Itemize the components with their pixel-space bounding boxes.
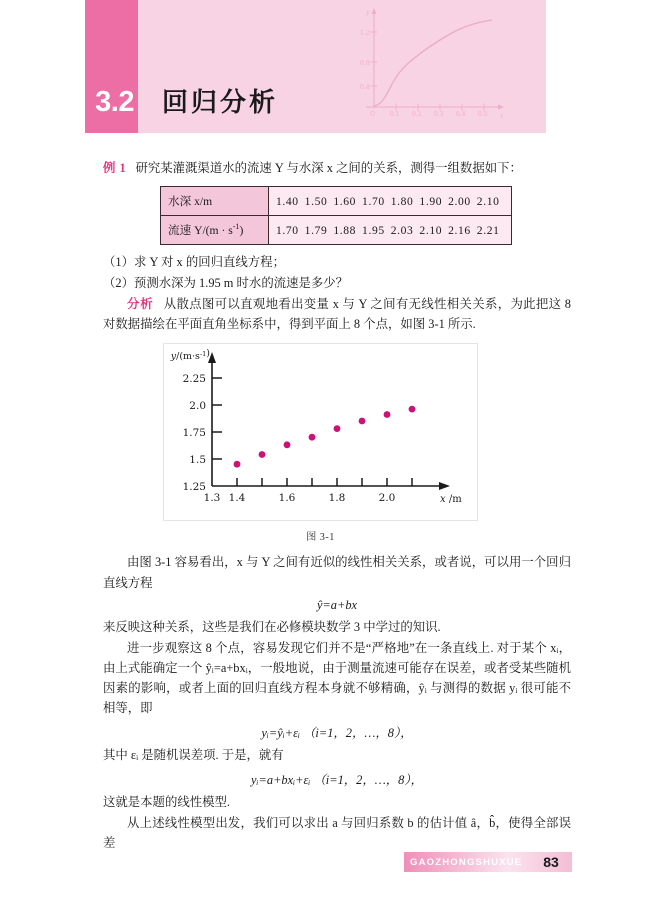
svg-text:1.6: 1.6 (278, 492, 296, 505)
body-paragraph-4: 其中 εᵢ 是随机误差项. 于是，就有 (103, 748, 284, 763)
chapter-title: 回归分析 (162, 88, 279, 118)
row-header-depth: 水深 x/m (161, 187, 269, 216)
svg-text:1.25: 1.25 (182, 481, 206, 494)
formula-residual: yᵢ=ŷᵢ+εᵢ （i=1，2，…，8）， (261, 726, 413, 741)
page-content (103, 158, 571, 855)
header-decoration-curve-chart (352, 4, 512, 124)
body-paragraph-6: 从上述线性模型出发，我们可以求出 a 与回归系数 b 的估计值 â，b̂，使得全部误差 (103, 816, 571, 851)
svg-text:1.75: 1.75 (182, 427, 206, 440)
body-paragraph-3: 进一步观察这 8 个点，容易发现它们并不是“严格地”在一条直线上. 对于某个 xᵢ，由上式能确定一个 ŷᵢ=a+bxᵢ，一般地说，由于测量流速可能存在误差，或者受某些随机因素的影响，或者上面的回归直线方程本身就不够精确，ŷᵢ 与测得的数据 yᵢ 很可能不相等，即 (103, 640, 571, 716)
svg-text:0.8: 0.8 (360, 60, 370, 67)
svg-text:0.4: 0.4 (456, 111, 466, 118)
svg-text:1.8: 1.8 (328, 492, 346, 505)
example-question-2: （2）预测水深为 1.95 m 时水的流速是多少？ (103, 276, 349, 291)
table-row (161, 187, 512, 216)
svg-text:1.2: 1.2 (360, 30, 370, 37)
svg-text:y: y (366, 9, 370, 16)
row-values-depth: 1.40 1.50 1.60 1.70 1.80 1.90 2.00 2.10 (269, 187, 512, 216)
svg-text:x: x (500, 113, 504, 120)
svg-text:0.3: 0.3 (434, 111, 444, 118)
figure-caption: 图 3-1 (306, 532, 335, 544)
page-number: 83 (543, 854, 559, 870)
scatter-figure (163, 343, 478, 521)
velocity-label-exponent: -1 (232, 222, 240, 232)
body-paragraph-2: 来反映这种关系，这些是我们在必修模块数学 3 中学过的知识. (103, 619, 441, 634)
chapter-title-block (138, 0, 546, 133)
velocity-label-close: ) (239, 224, 244, 238)
chapter-header (85, 0, 546, 133)
svg-text:1.5: 1.5 (189, 454, 206, 467)
velocity-label-text: 流速 Y/(m · s (168, 224, 233, 238)
scatter-plot-svg (164, 344, 477, 520)
formula-regression-line: ŷ=a+bx (316, 597, 358, 612)
example-question-1: （1）求 Y 对 x 的回归直线方程； (103, 255, 285, 270)
row-header-velocity (161, 216, 269, 245)
svg-text:2.0: 2.0 (189, 400, 206, 413)
svg-text:O: O (370, 111, 375, 118)
measurement-data-table (160, 186, 512, 245)
body-paragraph-1: 由图 3-1 容易看出，x 与 Y 之间有近似的线性相关关系，或者说，可以用一个回归直线方程 (103, 555, 571, 590)
data-table-wrapper (160, 186, 512, 245)
svg-text:2.25: 2.25 (182, 373, 206, 386)
table-row (161, 216, 512, 245)
svg-text:2.0: 2.0 (378, 492, 396, 505)
svg-text:x /m: x /m (440, 494, 462, 506)
svg-text:1.3: 1.3 (203, 492, 221, 505)
svg-text:1.4: 1.4 (228, 492, 246, 505)
svg-text:0.1: 0.1 (390, 111, 400, 118)
example-statement: 研究某灌溉渠道水的流速 Y 与水深 x 之间的关系，测得一组数据如下： (135, 161, 522, 175)
example-label: 例 1 (103, 161, 127, 175)
analysis-text: 从散点图可以直观地看出变量 x 与 Y 之间有无线性相关关系，为此把这 8 对数据描绘在平面直角坐标系中，得到平面上 8 个点，如图 3-1 所示. (103, 297, 571, 332)
analysis-paragraph (103, 294, 571, 334)
svg-text:y/(m·s-1): $y/(m\cdot s^{-1})$ (170, 348, 210, 363)
svg-text:0.5: 0.5 (478, 111, 488, 118)
chapter-number-block (85, 0, 138, 133)
analysis-label: 分析 (127, 297, 154, 312)
example-statement-line (103, 158, 571, 178)
formula-linear-model: yᵢ=a+bxᵢ+εᵢ （i=1，2，…，8）， (251, 773, 423, 788)
row-values-velocity: 1.70 1.79 1.88 1.95 2.03 2.10 2.16 2.21 (269, 216, 512, 245)
svg-text:0.4: 0.4 (360, 84, 370, 91)
page-footer (404, 852, 572, 872)
footer-brand: GAOZHONGSHUXUE (410, 856, 523, 868)
svg-text:0.2: 0.2 (412, 111, 422, 118)
body-paragraph-5: 这就是本题的线性模型. (103, 795, 231, 810)
chapter-number: 3.2 (95, 86, 134, 118)
